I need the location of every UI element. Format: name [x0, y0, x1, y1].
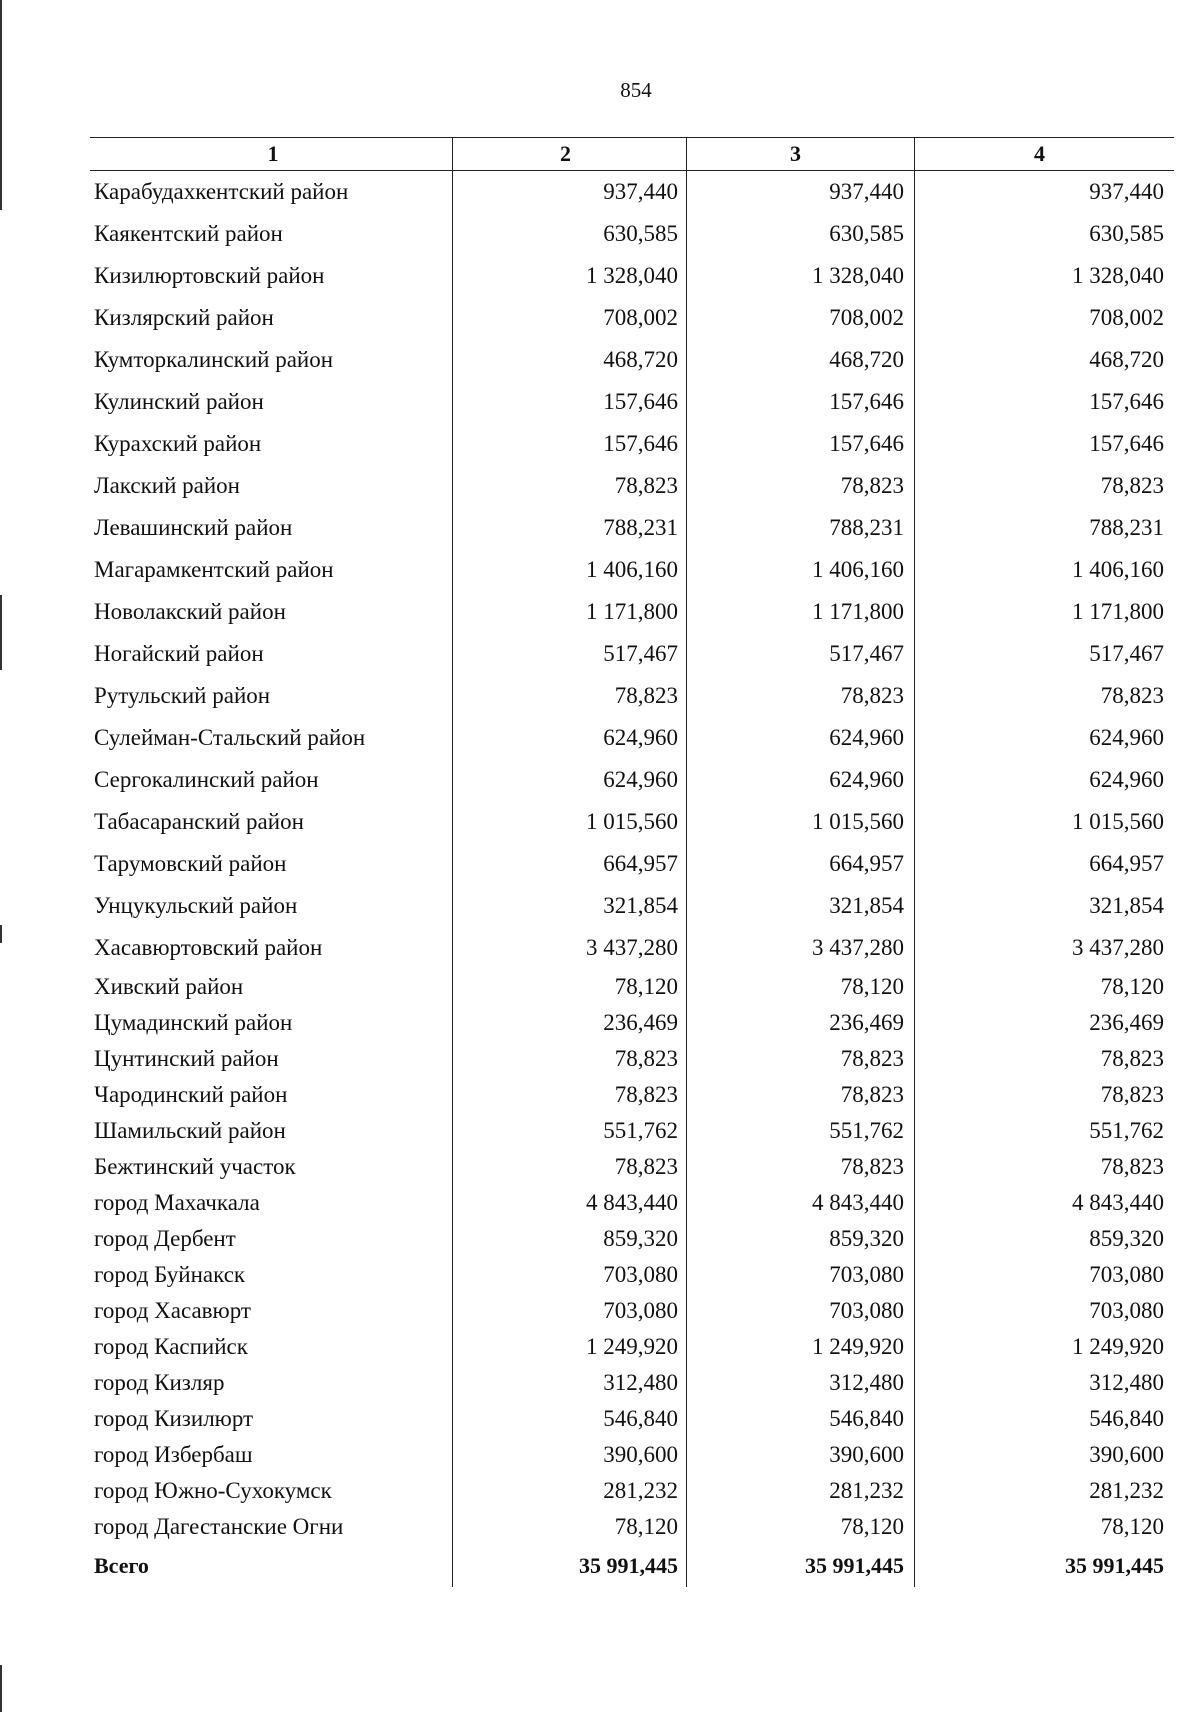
table-row: [90, 1149, 1174, 1185]
table-row: [90, 675, 1174, 717]
row-name-cell: Кизилюртовский район: [94, 263, 325, 288]
total-col-4: 35 991,445: [914, 1545, 1174, 1587]
row-value-col-4: 703,080: [914, 1293, 1174, 1329]
row-value-col-2: 1 328,040: [452, 255, 686, 297]
row-value-col-2: 517,467: [452, 633, 686, 675]
row-value-col-2: 390,600: [452, 1437, 686, 1473]
header-cell-col-2: 2: [452, 138, 686, 170]
row-value-col-2: 1 015,560: [452, 801, 686, 843]
row-value-col-2: 630,585: [452, 213, 686, 255]
row-value-col-2: 78,120: [452, 1509, 686, 1545]
table-body: [90, 171, 1174, 1545]
row-value-col-4: 937,440: [914, 171, 1174, 213]
row-value-col-3: 78,823: [686, 1041, 914, 1077]
table-row: [90, 1293, 1174, 1329]
row-value-col-2: 788,231: [452, 507, 686, 549]
table-row: [90, 423, 1174, 465]
row-value-col-4: 281,232: [914, 1473, 1174, 1509]
table-row: [90, 1185, 1174, 1221]
row-value-col-2: 78,823: [452, 465, 686, 507]
row-value-col-4: 157,646: [914, 381, 1174, 423]
row-value-col-4: 1 406,160: [914, 549, 1174, 591]
row-value-col-2: 937,440: [452, 171, 686, 213]
row-value-col-3: 390,600: [686, 1437, 914, 1473]
row-value-col-4: 236,469: [914, 1005, 1174, 1041]
table-row: [90, 759, 1174, 801]
row-value-col-2: 664,957: [452, 843, 686, 885]
row-value-col-4: 703,080: [914, 1257, 1174, 1293]
row-name-cell: город Кизилюрт: [94, 1406, 254, 1431]
header-cell-col-3: 3: [686, 138, 914, 170]
row-value-col-2: 703,080: [452, 1257, 686, 1293]
row-value-col-2: 78,120: [452, 969, 686, 1005]
row-name-cell: Чародинский район: [94, 1082, 288, 1107]
row-value-col-4: 157,646: [914, 423, 1174, 465]
table-row: [90, 1329, 1174, 1365]
row-value-col-4: 708,002: [914, 297, 1174, 339]
table-row: [90, 1113, 1174, 1149]
row-value-col-4: 78,823: [914, 1041, 1174, 1077]
row-value-col-3: 859,320: [686, 1221, 914, 1257]
table-row: [90, 927, 1174, 969]
row-name-cell: Лакский район: [94, 473, 240, 498]
table-row: [90, 1509, 1174, 1545]
row-value-col-2: 551,762: [452, 1113, 686, 1149]
table-row: [90, 1077, 1174, 1113]
row-name-cell: Сергокалинский район: [94, 767, 319, 792]
row-value-col-4: 468,720: [914, 339, 1174, 381]
row-value-col-4: 859,320: [914, 1221, 1174, 1257]
row-value-col-3: 703,080: [686, 1293, 914, 1329]
row-value-col-4: 1 328,040: [914, 255, 1174, 297]
header-cell-col-4: 4: [914, 138, 1174, 170]
row-name-cell: город Южно-Сухокумск: [94, 1478, 332, 1503]
table-row: [90, 1437, 1174, 1473]
row-name-cell: Сулейман-Стальский район: [94, 725, 366, 750]
row-name-cell: Шамильский район: [94, 1118, 286, 1143]
row-name-cell: город Избербаш: [94, 1442, 253, 1467]
row-value-col-3: 1 249,920: [686, 1329, 914, 1365]
row-value-col-4: 78,823: [914, 1077, 1174, 1113]
table-row: [90, 591, 1174, 633]
row-name-cell: город Хасавюрт: [94, 1298, 251, 1323]
table-row: [90, 1221, 1174, 1257]
row-name-cell: Кумторкалинский район: [94, 347, 334, 372]
table-row: [90, 885, 1174, 927]
row-value-col-3: 3 437,280: [686, 927, 914, 969]
row-value-col-2: 157,646: [452, 423, 686, 465]
row-value-col-3: 1 171,800: [686, 591, 914, 633]
scan-margin-line: [0, 0, 2, 210]
row-value-col-3: 1 015,560: [686, 801, 914, 843]
table-row: [90, 801, 1174, 843]
row-value-col-2: 78,823: [452, 1077, 686, 1113]
row-value-col-4: 321,854: [914, 885, 1174, 927]
row-value-col-3: 664,957: [686, 843, 914, 885]
table-row: [90, 1257, 1174, 1293]
row-value-col-2: 4 843,440: [452, 1185, 686, 1221]
row-name-cell: Кулинский район: [94, 389, 264, 414]
row-value-col-4: 1 015,560: [914, 801, 1174, 843]
row-value-col-3: 312,480: [686, 1365, 914, 1401]
row-name-cell: Магарамкентский район: [94, 557, 334, 582]
scan-margin-line: [0, 925, 2, 943]
row-value-col-2: 321,854: [452, 885, 686, 927]
row-name-cell: Хасавюртовский район: [94, 935, 323, 960]
row-value-col-3: 321,854: [686, 885, 914, 927]
row-value-col-4: 78,823: [914, 465, 1174, 507]
row-name-cell: Табасаранский район: [94, 809, 304, 834]
row-value-col-2: 157,646: [452, 381, 686, 423]
row-value-col-3: 703,080: [686, 1257, 914, 1293]
row-value-col-2: 1 171,800: [452, 591, 686, 633]
row-value-col-4: 624,960: [914, 717, 1174, 759]
row-value-col-3: 236,469: [686, 1005, 914, 1041]
table-row: [90, 717, 1174, 759]
row-value-col-2: 281,232: [452, 1473, 686, 1509]
row-value-col-2: 78,823: [452, 1041, 686, 1077]
row-value-col-3: 624,960: [686, 759, 914, 801]
row-name-cell: Курахский район: [94, 431, 262, 456]
row-value-col-2: 78,823: [452, 675, 686, 717]
table-row: [90, 1005, 1174, 1041]
row-value-col-2: 546,840: [452, 1401, 686, 1437]
table-row: [90, 1401, 1174, 1437]
table-row: [90, 549, 1174, 591]
row-value-col-4: 664,957: [914, 843, 1174, 885]
row-value-col-3: 78,120: [686, 969, 914, 1005]
table-row: [90, 465, 1174, 507]
row-value-col-4: 546,840: [914, 1401, 1174, 1437]
row-value-col-2: 236,469: [452, 1005, 686, 1041]
row-value-col-3: 78,823: [686, 465, 914, 507]
table-row: [90, 381, 1174, 423]
row-value-col-4: 1 171,800: [914, 591, 1174, 633]
row-value-col-3: 630,585: [686, 213, 914, 255]
table-row: [90, 255, 1174, 297]
row-name-cell: город Буйнакск: [94, 1262, 246, 1287]
row-value-col-3: 281,232: [686, 1473, 914, 1509]
row-value-col-3: 78,823: [686, 1149, 914, 1185]
row-value-col-4: 78,823: [914, 1149, 1174, 1185]
table-row: [90, 171, 1174, 213]
scan-margin-line: [0, 595, 2, 670]
row-name-cell: Ногайский район: [94, 641, 264, 666]
total-label: Всего: [94, 1553, 149, 1578]
row-value-col-4: 78,120: [914, 1509, 1174, 1545]
table-row: [90, 213, 1174, 255]
row-value-col-4: 788,231: [914, 507, 1174, 549]
table-row: [90, 633, 1174, 675]
row-value-col-4: 4 843,440: [914, 1185, 1174, 1221]
row-name-cell: город Махачкала: [94, 1190, 260, 1215]
row-value-col-2: 1 249,920: [452, 1329, 686, 1365]
row-value-col-3: 78,823: [686, 1077, 914, 1113]
row-name-cell: Кизлярский район: [94, 305, 274, 330]
row-value-col-2: 78,823: [452, 1149, 686, 1185]
row-name-cell: Карабудахкентский район: [94, 179, 349, 204]
row-value-col-3: 708,002: [686, 297, 914, 339]
row-value-col-2: 859,320: [452, 1221, 686, 1257]
table-header-row: [90, 138, 1174, 171]
table-row: [90, 297, 1174, 339]
total-col-3: 35 991,445: [686, 1545, 914, 1587]
row-value-col-3: 517,467: [686, 633, 914, 675]
row-name-cell: Цумадинский район: [94, 1010, 293, 1035]
row-value-col-3: 551,762: [686, 1113, 914, 1149]
allocation-table: [90, 137, 1174, 1587]
row-value-col-2: 703,080: [452, 1293, 686, 1329]
row-value-col-4: 624,960: [914, 759, 1174, 801]
row-value-col-4: 1 249,920: [914, 1329, 1174, 1365]
row-value-col-3: 1 406,160: [686, 549, 914, 591]
table-row: [90, 507, 1174, 549]
row-value-col-4: 3 437,280: [914, 927, 1174, 969]
row-value-col-2: 624,960: [452, 717, 686, 759]
row-value-col-4: 312,480: [914, 1365, 1174, 1401]
row-name-cell: Хивский район: [94, 974, 244, 999]
row-value-col-3: 157,646: [686, 423, 914, 465]
row-value-col-3: 78,120: [686, 1509, 914, 1545]
table-row: [90, 969, 1174, 1005]
row-value-col-4: 390,600: [914, 1437, 1174, 1473]
row-value-col-2: 708,002: [452, 297, 686, 339]
row-value-col-3: 78,823: [686, 675, 914, 717]
row-value-col-3: 157,646: [686, 381, 914, 423]
row-name-cell: город Кизляр: [94, 1370, 225, 1395]
row-value-col-4: 517,467: [914, 633, 1174, 675]
row-value-col-3: 788,231: [686, 507, 914, 549]
row-value-col-4: 78,120: [914, 969, 1174, 1005]
row-name-cell: Левашинский район: [94, 515, 293, 540]
table-row: [90, 1041, 1174, 1077]
row-value-col-2: 312,480: [452, 1365, 686, 1401]
row-value-col-4: 630,585: [914, 213, 1174, 255]
row-value-col-3: 546,840: [686, 1401, 914, 1437]
row-value-col-2: 3 437,280: [452, 927, 686, 969]
row-name-cell: Рутульский район: [94, 683, 271, 708]
row-name-cell: Унцукульский район: [94, 893, 298, 918]
row-value-col-3: 624,960: [686, 717, 914, 759]
row-name-cell: город Каспийск: [94, 1334, 248, 1359]
row-name-cell: город Дербент: [94, 1226, 236, 1251]
table-row: [90, 339, 1174, 381]
row-value-col-4: 78,823: [914, 675, 1174, 717]
header-cell-col-1: 1: [267, 141, 279, 166]
row-value-col-3: 937,440: [686, 171, 914, 213]
row-value-col-3: 1 328,040: [686, 255, 914, 297]
row-name-cell: город Дагестанские Огни: [94, 1514, 344, 1539]
row-value-col-4: 551,762: [914, 1113, 1174, 1149]
row-value-col-2: 468,720: [452, 339, 686, 381]
total-col-2: 35 991,445: [452, 1545, 686, 1587]
row-name-cell: Тарумовский район: [94, 851, 287, 876]
row-value-col-2: 624,960: [452, 759, 686, 801]
row-name-cell: Каякентский район: [94, 221, 283, 246]
row-name-cell: Цунтинский район: [94, 1046, 279, 1071]
row-name-cell: Новолакский район: [94, 599, 286, 624]
row-name-cell: Бежтинский участок: [94, 1154, 296, 1179]
page-number: 854: [620, 78, 652, 102]
table-row: [90, 1473, 1174, 1509]
row-value-col-3: 468,720: [686, 339, 914, 381]
row-value-col-3: 4 843,440: [686, 1185, 914, 1221]
scan-margin-line: [0, 1665, 2, 1712]
table-total-row: [90, 1545, 1174, 1587]
row-value-col-2: 1 406,160: [452, 549, 686, 591]
table-row: [90, 843, 1174, 885]
table-row: [90, 1365, 1174, 1401]
